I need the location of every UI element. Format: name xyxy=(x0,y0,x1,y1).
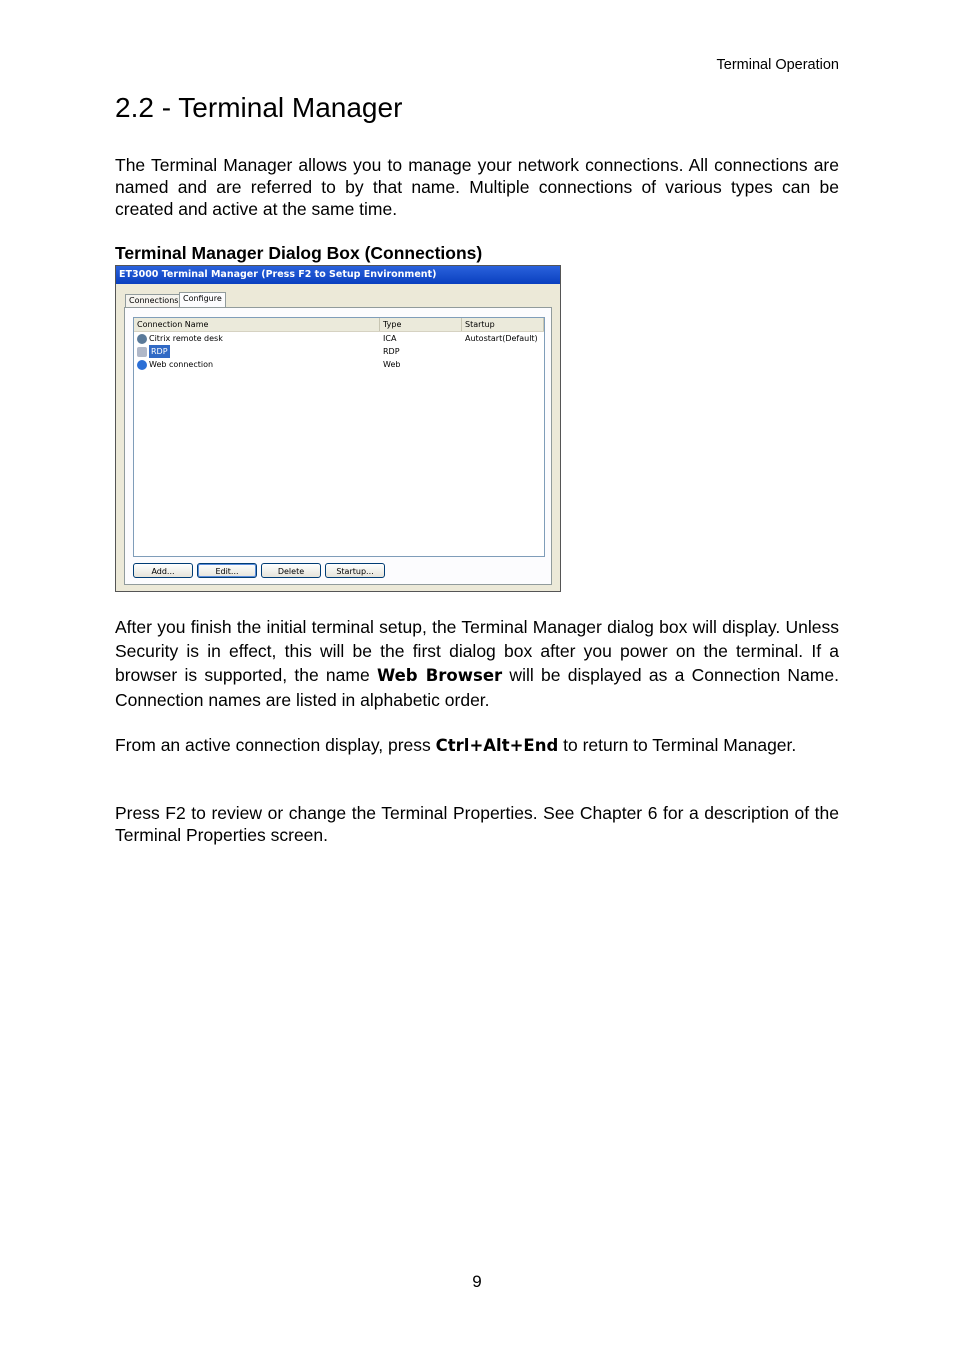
tab-configure[interactable]: Configure xyxy=(179,292,226,307)
edit-button[interactable]: Edit... xyxy=(197,563,257,578)
setup-paragraph xyxy=(115,615,839,712)
return-text-2: to return to Terminal Manager. xyxy=(558,735,797,755)
rdp-icon xyxy=(137,347,147,357)
citrix-icon xyxy=(137,334,147,344)
delete-button[interactable]: Delete xyxy=(261,563,321,578)
connection-startup xyxy=(462,345,544,358)
tab-connections[interactable]: Connections xyxy=(125,294,182,307)
startup-button[interactable]: Startup... xyxy=(325,563,385,578)
section-title: 2.2 - Terminal Manager xyxy=(115,92,403,123)
web-browser-term: Web Browser xyxy=(376,666,503,685)
return-text-1: From an active connection display, press xyxy=(115,735,436,755)
connection-type: ICA xyxy=(383,334,397,343)
column-header-type[interactable]: Type xyxy=(380,318,462,331)
intro-paragraph: The Terminal Manager allows you to manage your network connections. All connections are named and are referred to by that name. Multiple connections of various types can be created and active at the same time. xyxy=(115,155,839,219)
setup-text-1: After you finish the initial terminal setup, the Terminal Manager dialog box will display. Unless Security is in effect, this will be the first dialog box after you power on the terminal. If a browser is supported, the name xyxy=(115,617,839,685)
web-icon xyxy=(137,360,147,370)
column-header-startup[interactable]: Startup xyxy=(462,318,544,331)
terminal-manager-dialog xyxy=(115,265,561,592)
connection-startup: Autostart(Default) xyxy=(465,334,538,343)
list-item[interactable] xyxy=(134,332,544,345)
connection-name: Web connection xyxy=(149,360,214,369)
return-paragraph xyxy=(115,734,839,757)
connection-list[interactable] xyxy=(133,317,545,557)
dialog-title-bar: ET3000 Terminal Manager (Press F2 to Setup Environment) xyxy=(116,266,560,284)
list-item[interactable] xyxy=(134,345,544,358)
connection-type: RDP xyxy=(383,347,400,356)
connection-name: Citrix remote desk xyxy=(149,334,223,343)
f2-paragraph: Press F2 to review or change the Terminal Properties. See Chapter 6 for a description of the Terminal Properties screen. xyxy=(115,803,839,845)
list-item[interactable] xyxy=(134,358,544,371)
column-header-name[interactable]: Connection Name xyxy=(134,318,380,331)
list-header xyxy=(134,318,544,332)
add-button[interactable]: Add... xyxy=(133,563,193,578)
connection-type: Web xyxy=(383,360,401,369)
ctrl-alt-end-term: Ctrl+Alt+End xyxy=(435,736,559,755)
setup-text-2: will be displayed as a Connection Name. Connection names are listed in alphabetic order. xyxy=(115,665,839,710)
page-number: 9 xyxy=(472,1272,482,1291)
connection-name-selected: RDP xyxy=(151,347,168,356)
running-header: Terminal Operation xyxy=(716,57,839,73)
tab-panel xyxy=(124,307,552,585)
connection-startup xyxy=(462,358,544,371)
figure-caption: Terminal Manager Dialog Box (Connections) xyxy=(115,243,483,263)
